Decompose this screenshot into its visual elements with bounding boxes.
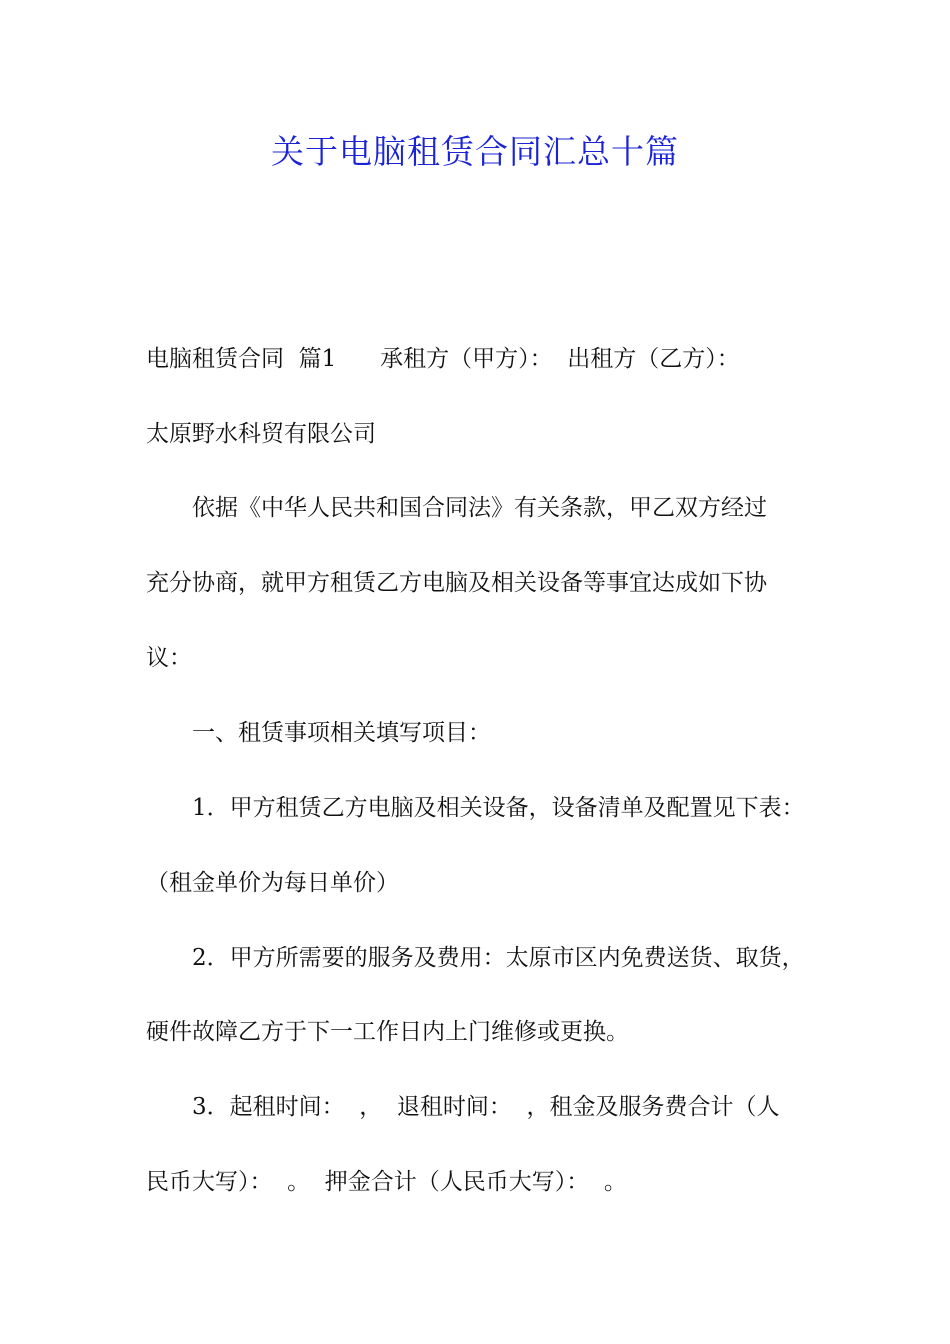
clause-line: 1．甲方租赁乙方电脑及相关设备，设备清单及配置见下表： [192,795,805,821]
company-name-line: 太原野水科贸有限公司 [146,421,376,447]
clause-line: （租金单价为每日单价） [146,870,399,896]
contract-heading-line: 电脑租赁合同 篇1 承租方（甲方）： 出租方（乙方）： [146,346,740,372]
clause-line: 民币大写）： 。 押金合计（人民币大写）： 。 [146,1169,627,1195]
clause-line: 2．甲方所需要的服务及费用：太原市区内免费送货、取货， [192,945,805,971]
clause-line: 硬件故障乙方于下一工作日内上门维修或更换。 [146,1019,629,1045]
document-title: 关于电脑租赁合同汇总十篇 [271,132,679,171]
paragraph-line: 充分协商，就甲方租赁乙方电脑及相关设备等事宜达成如下协 [146,570,767,596]
paragraph-line: 依据《中华人民共和国合同法》有关条款，甲乙双方经过 [192,495,767,521]
clause-line: 3．起租时间： ， 退租时间： ，租金及服务费合计（人 [192,1094,780,1120]
section-heading-line: 一、租赁事项相关填写项目： [192,720,491,746]
paragraph-line: 议： [146,645,192,671]
